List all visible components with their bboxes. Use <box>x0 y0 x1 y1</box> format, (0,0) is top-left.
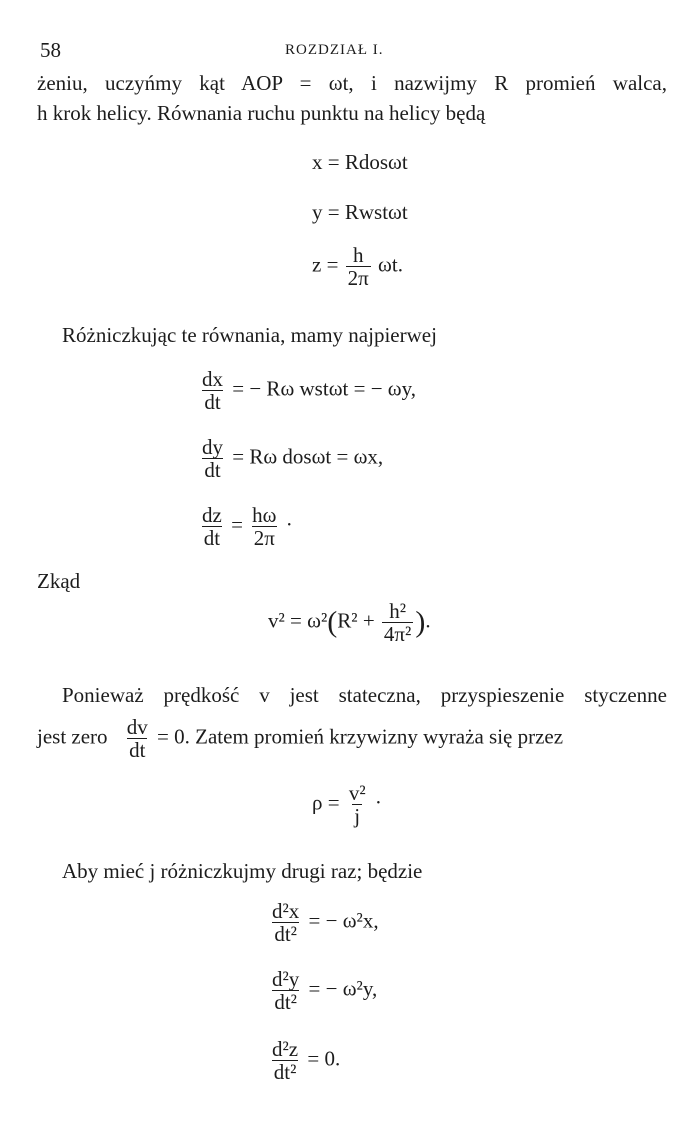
paragraph-line <box>37 716 667 762</box>
fraction <box>200 368 225 413</box>
paren-open: ( <box>327 605 338 639</box>
fraction <box>346 244 371 289</box>
eq-text: = 0. <box>307 1046 341 1071</box>
equation-dz <box>198 504 293 549</box>
numerator: dz <box>202 503 222 527</box>
paragraph-line: Aby mieć j różniczkujmy drugi raz; będzie <box>62 859 423 883</box>
fraction <box>270 900 301 945</box>
paragraph-line: żeniu, uczyńmy kąt AOP = ωt, i nazwijmy R promień walca, <box>37 71 667 95</box>
fraction <box>270 968 301 1013</box>
paragraph-line: Zkąd <box>37 569 81 593</box>
text: jest zero <box>37 724 108 749</box>
equation-d2y <box>268 968 377 1013</box>
paren-close: ) <box>415 605 426 639</box>
text: = 0. Zatem promień krzywizny wyraża się przez <box>157 724 564 749</box>
eq-text: · <box>285 512 293 537</box>
equation-d2z <box>268 1038 340 1083</box>
eq-text: = − ω²y, <box>308 976 378 1001</box>
denominator: dt² <box>274 990 297 1014</box>
numerator: hω <box>252 503 277 527</box>
numerator: dx <box>202 367 223 391</box>
fraction <box>200 504 224 549</box>
equation-dx <box>198 368 416 413</box>
numerator: d²x <box>272 899 300 923</box>
eq-text: z = <box>312 252 339 277</box>
running-title: ROZDZIAŁ I. <box>285 42 384 58</box>
eq-text: = Rω dosωt = ωx, <box>232 444 384 469</box>
denominator: 2π <box>347 266 369 290</box>
numerator: h <box>352 243 364 267</box>
denominator: dt <box>204 458 221 482</box>
numerator: h² <box>389 599 407 623</box>
equation-z <box>312 244 403 289</box>
paragraph-line: Ponieważ prędkość v jest stateczna, przyspieszenie styczenne <box>62 683 667 707</box>
denominator: dt <box>203 526 221 550</box>
eq-text: ρ = <box>312 790 340 815</box>
eq-text: · <box>374 790 382 815</box>
denominator: j <box>354 804 361 828</box>
equation-x: x = Rdosωt <box>312 150 408 174</box>
eq-text: = − ω²x, <box>308 908 379 933</box>
eq-text: R² + <box>337 608 375 633</box>
numerator: dy <box>202 435 223 459</box>
eq-text: = <box>231 512 243 537</box>
fraction <box>382 600 413 645</box>
denominator: 4π² <box>383 622 412 646</box>
fraction <box>200 436 225 481</box>
paragraph-line: Różniczkując te równania, mamy najpierwej <box>62 323 437 347</box>
numerator: d²y <box>272 967 300 991</box>
numerator: d²z <box>272 1037 299 1061</box>
equation-d2x <box>268 900 379 945</box>
denominator: dt² <box>273 1060 297 1084</box>
numerator: dv <box>126 715 148 739</box>
equation-dy <box>198 436 383 481</box>
eq-text: ωt. <box>378 252 403 277</box>
eq-text: v² = ω² <box>268 608 328 633</box>
fraction <box>125 716 150 761</box>
denominator: 2π <box>253 526 275 550</box>
equation-rho <box>312 782 382 827</box>
denominator: dt² <box>274 922 297 946</box>
fraction <box>347 782 368 827</box>
numerator: v² <box>348 781 366 805</box>
denominator: dt <box>129 738 146 762</box>
equation-y: y = Rwstωt <box>312 200 408 224</box>
fraction <box>270 1038 300 1083</box>
fraction <box>250 504 278 549</box>
eq-text: = − Rω wstωt = − ωy, <box>232 376 416 401</box>
paragraph-line: h krok helicy. Równania ruchu punktu na helicy będą <box>37 101 486 125</box>
denominator: dt <box>204 390 221 414</box>
equation-v <box>268 600 431 645</box>
page-number: 58 <box>40 38 61 62</box>
eq-text: . <box>425 608 431 633</box>
